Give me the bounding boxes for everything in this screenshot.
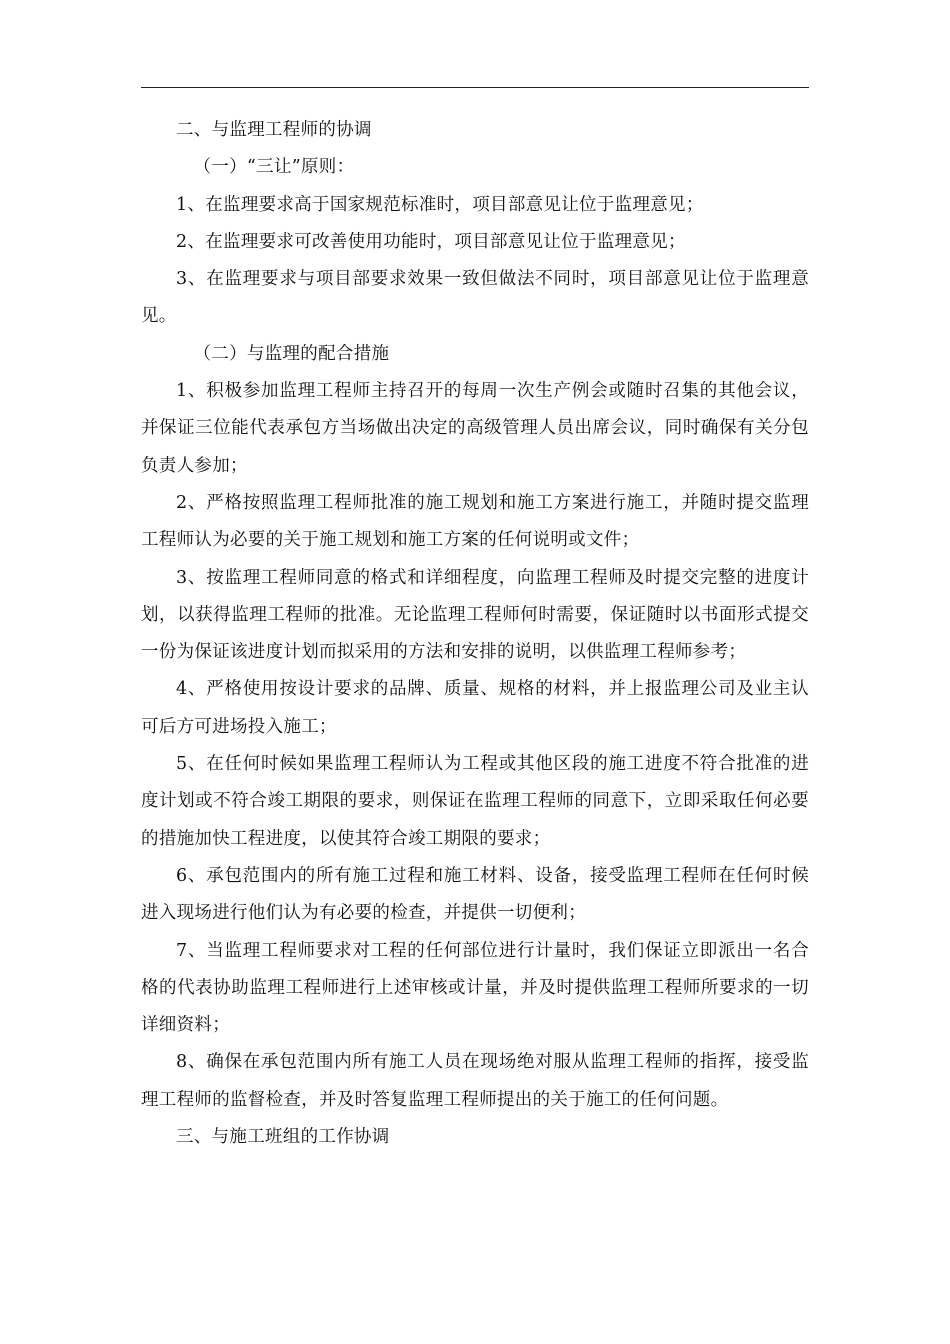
paragraph-yield-3: 3、在监理要求与项目部要求效果一致但做法不同时，项目部意见让位于监理意见。 [141, 269, 809, 327]
paragraph-measure-7: 7、当监理工程师要求对工程的任何部位进行计量时，我们保证立即派出一名合格的代表协助监理工程师进行上述审核或计量，并及时提供监理工程师所要求的一切详细资料； [141, 940, 809, 1036]
paragraph-measure-5: 5、在任何时候如果监理工程师认为工程或其他区段的施工进度不符合批准的进度计划或不符合竣工期限的要求，则保证在监理工程师的同意下，立即采取任何必要的措施加快工程进度，以使其符合竣工期限的要求； [141, 754, 809, 849]
paragraph-yield-2: 2、在监理要求可改善使用功能时，项目部意见让位于监理意见； [176, 231, 686, 252]
paragraph-measure-3: 3、按监理工程师同意的格式和详细程度，向监理工程师及时提交完整的进度计划，以获得监理工程师的批准。无论监理工程师何时需要，保证随时以书面形式提交一份为保证该进度计划而拟采用的方法和安排的说明，以供监理工程师参考； [141, 567, 809, 663]
paragraph-yield-1: 1、在监理要求高于国家规范标准时，项目部意见让位于监理意见； [176, 194, 704, 215]
subheading-three-yield: （一）“三让”原则： [193, 157, 355, 178]
paragraph-measure-8: 8、确保在承包范围内所有施工人员在现场绝对服从监理工程师的指挥，接受监理工程师的监督检查，并及时答复监理工程师提出的关于施工的任何问题。 [141, 1052, 809, 1110]
paragraph-measure-4: 4、严格使用按设计要求的品牌、质量、规格的材料，并上报监理公司及业主认可后方可进场投入施工； [141, 679, 809, 737]
section-heading-work-teams: 三、与施工班组的工作协调 [176, 1127, 390, 1148]
paragraph-measure-1: 1、积极参加监理工程师主持召开的每周一次生产例会或随时召集的其他会议，并保证三位能代表承包方当场做出决定的高级管理人员出席会议，同时确保有关分包负责人参加； [141, 381, 809, 476]
paragraph-measure-2: 2、严格按照监理工程师批准的施工规划和施工方案进行施工，并随时提交监理工程师认为必要的关于施工规划和施工方案的任何说明或文件； [141, 492, 809, 551]
header-rule [141, 87, 809, 88]
section-heading-supervisor: 二、与监理工程师的协调 [176, 120, 372, 140]
document-body [141, 112, 809, 1156]
subheading-cooperation-measures: （二）与监理的配合措施 [193, 343, 390, 364]
paragraph-measure-6: 6、承包范围内的所有施工过程和施工材料、设备，接受监理工程师在任何时候进入现场进行他们认为有必要的检查，并提供一切便利； [141, 865, 809, 924]
